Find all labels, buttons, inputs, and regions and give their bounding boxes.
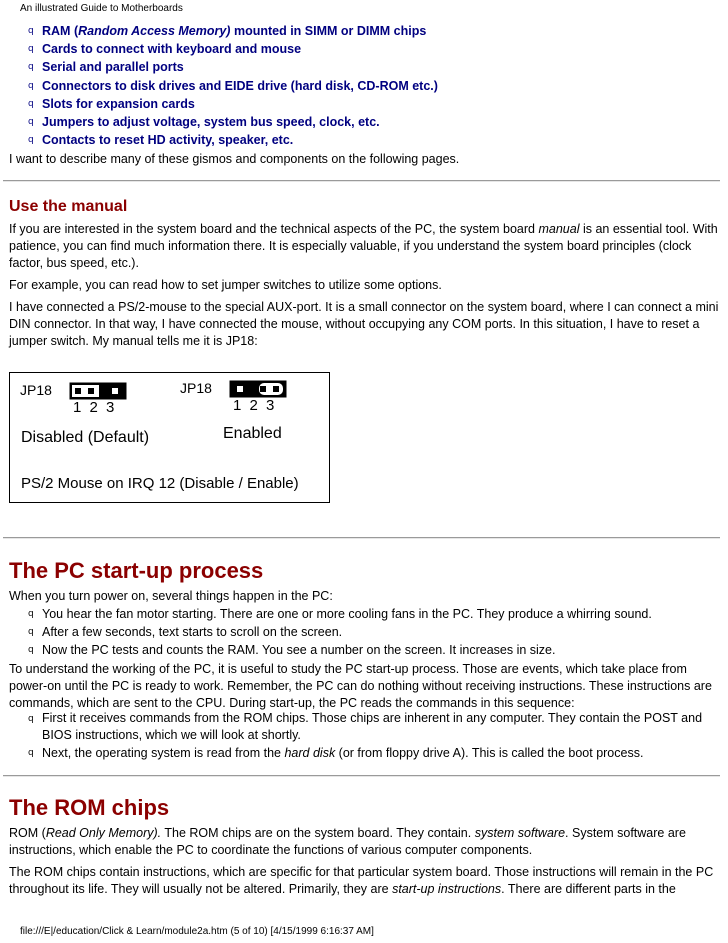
- jumper-block-enabled-icon: [229, 380, 287, 398]
- figure-caption: PS/2 Mouse on IRQ 12 (Disable / Enable): [21, 475, 299, 492]
- list-item: q After a few seconds, text starts to scroll on the screen.: [28, 625, 343, 639]
- list-item: q Contacts to reset HD activity, speaker, etc.: [28, 133, 294, 148]
- list-item: q Serial and parallel ports: [28, 60, 184, 75]
- list-item: q Connectors to disk drives and EIDE drive (hard disk, CD-ROM etc.): [28, 78, 438, 93]
- state-disabled-default: Disabled (Default): [21, 429, 150, 446]
- list-item: q Next, the operating system is read from the hard disk (or from floppy drive A). This is called the boot process.: [28, 746, 644, 760]
- startup-sequence-list: [0, 710, 722, 762]
- divider: [3, 775, 720, 777]
- list-item: q First it receives commands from the ROM chips. Those chips are inherent in any computer. They contain the POST and BIOS instructions, which we will look at shortly.: [28, 711, 703, 742]
- bullet-icon: q: [28, 645, 34, 655]
- divider: [3, 180, 720, 182]
- manual-paragraph-3: I have connected a PS/2-mouse to the special AUX-port. It is a small connector on the system board, where I can connect a mini DIN connector. In that way, I have connected the mouse, without occupying any COM ports. In this situation, I have to reset a jumper switch. My manual tells me it is JP18:: [9, 300, 719, 348]
- bullet-icon: q: [28, 748, 34, 758]
- component-list: [0, 22, 700, 149]
- bullet-icon: q: [28, 627, 34, 637]
- pin-numbers-disabled: 1 2 3: [73, 399, 117, 416]
- jp18-label-disabled: JP18: [20, 382, 52, 398]
- bullet-icon: q: [28, 62, 34, 73]
- bullet-icon: q: [28, 98, 34, 109]
- manual-paragraph-2: For example, you can read how to set jumper switches to utilize some options.: [9, 278, 442, 292]
- bullet-icon: q: [28, 135, 34, 146]
- section-heading-startup: The PC start-up process: [9, 558, 264, 583]
- running-footer: file:///E|/education/Click & Learn/module2a.htm (5 of 10) [4/15/1999 6:16:37 AM]: [20, 926, 374, 937]
- pin-numbers-enabled: 1 2 3: [233, 397, 277, 414]
- list-item: q Jumpers to adjust voltage, system bus speed, clock, etc.: [28, 115, 380, 130]
- bullet-icon: q: [28, 26, 34, 36]
- state-enabled: Enabled: [223, 425, 282, 442]
- section-heading-manual: Use the manual: [9, 198, 128, 215]
- manual-paragraph-1: If you are interested in the system board and the technical aspects of the PC, the system board manual is an essential tool. With patience, you can find much information there. It is especially valuable, if you understand the system board principles (clock factor, bus speed, etc.).: [9, 222, 718, 270]
- bullet-icon: q: [28, 117, 34, 128]
- startup-paragraph: To understand the working of the PC, it is useful to study the PC start-up process. Those are events, which take place from power-on until the PC is ready to work. Remember, the PC can do nothing without receiving instructions. These instructions are commands, which are sent to the CPU. During start-up, the PC reads the commands in this sequence:: [9, 662, 712, 710]
- divider: [3, 537, 720, 539]
- rom-paragraph-2: The ROM chips contain instructions, which are specific for that particular system board. Those instructions will remain in the PC throughout its life. They will usually not be altered. Primarily, they are start-up instructions. There are different parts in the: [9, 865, 714, 896]
- section-heading-rom: The ROM chips: [9, 795, 170, 820]
- startup-list: [0, 605, 722, 659]
- jumper-figure: [9, 372, 330, 503]
- jp18-label-enabled: JP18: [180, 380, 212, 396]
- list-item: q You hear the fan motor starting. There are one or more cooling fans in the PC. They produce a whirring sound.: [28, 607, 652, 621]
- list-item: q Cards to connect with keyboard and mouse: [28, 42, 302, 57]
- jumper-block-disabled-icon: [69, 382, 127, 400]
- bullet-icon: q: [28, 80, 34, 91]
- list-item: q Slots for expansion cards: [28, 96, 195, 111]
- bullet-icon: q: [28, 609, 34, 619]
- running-header: An illustrated Guide to Motherboards: [20, 3, 183, 14]
- list-item: q RAM (Random Access Memory) mounted in SIMM or DIMM chips: [28, 24, 427, 38]
- bullet-icon: q: [28, 714, 34, 724]
- startup-intro: When you turn power on, several things happen in the PC:: [9, 589, 333, 603]
- intro-paragraph: I want to describe many of these gismos and components on the following pages.: [9, 152, 460, 166]
- list-item: q Now the PC tests and counts the RAM. You see a number on the screen. It increases in size.: [28, 643, 556, 657]
- rom-paragraph-1: ROM (Read Only Memory). The ROM chips are on the system board. They contain. system software. System software are instructions, which enable the PC to coordinate the functions of various computer components.: [9, 826, 686, 857]
- bullet-icon: q: [28, 44, 34, 55]
